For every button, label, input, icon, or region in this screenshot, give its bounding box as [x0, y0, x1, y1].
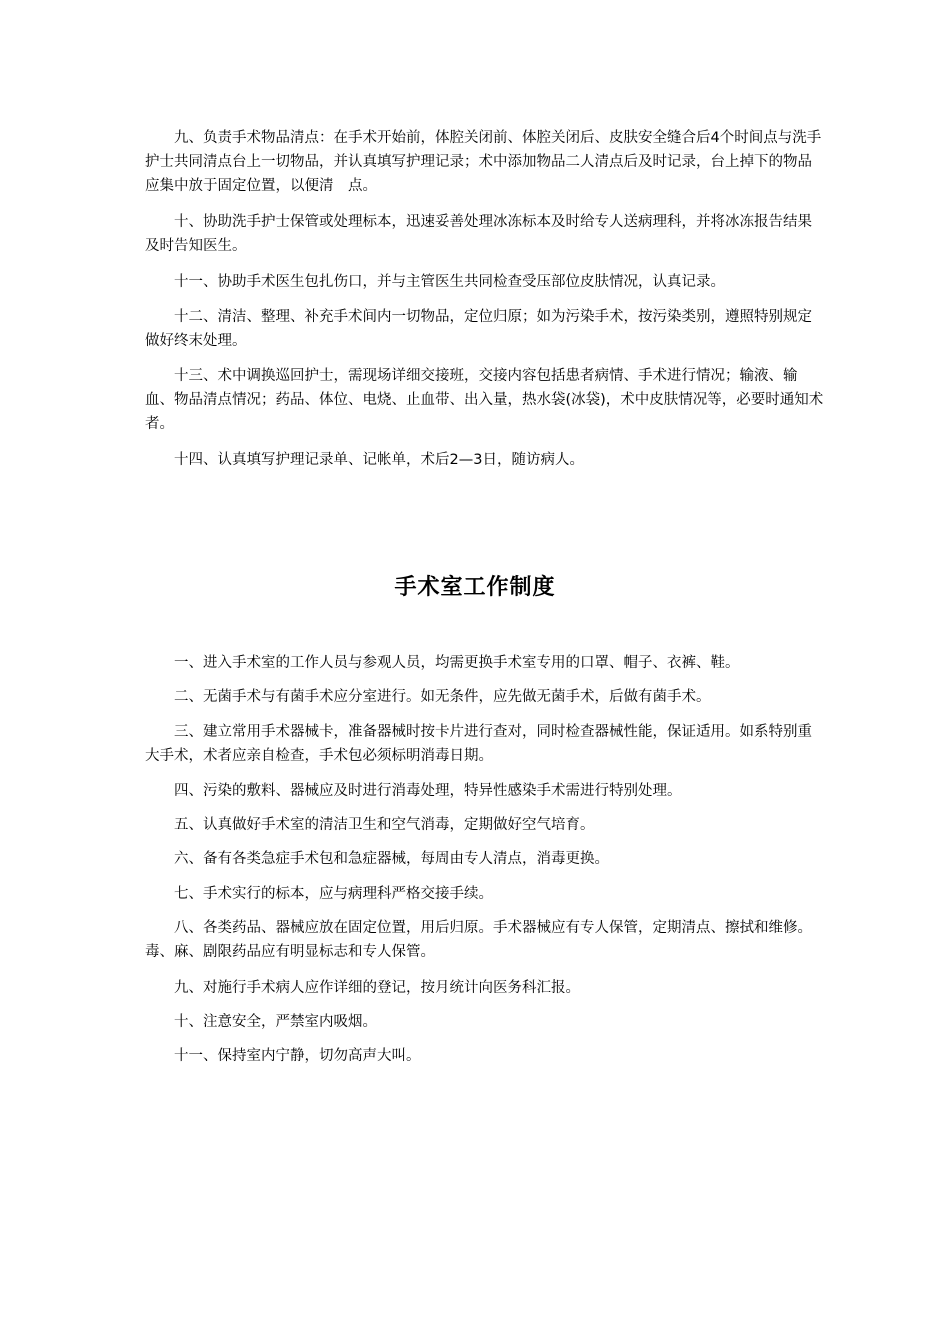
rule-item-11: 十一、保持室内宁静，切勿高声大叫。: [174, 1048, 421, 1064]
rule-item-2: 二、无菌手术与有菌手术应分室进行。如无条件，应先做无菌手术，后做有菌手术。: [174, 689, 711, 705]
rule-item-5: 五、认真做好手术室的清洁卫生和空气消毒，定期做好空气培育。: [174, 817, 595, 833]
rule-item-9: 九、对施行手术病人应作详细的登记，按月统计向医务科汇报。: [174, 980, 580, 996]
paragraph-item-13: 十三、术中调换巡回护士，需现场详细交接班，交接内容包括患者病情、手术进行情况；输液、输血、物品清点情况；药品、体位、电烧、止血带、出入量，热水袋(冰袋)，术中皮肤情况等，必要时通知术者。: [145, 368, 824, 432]
rule-item-10: 十、注意安全，严禁室内吸烟。: [174, 1014, 377, 1030]
rule-item-4: 四、污染的敷料、器械应及时进行消毒处理，特异性感染手术需进行特别处理。: [174, 783, 682, 799]
rule-item-3: 三、建立常用手术器械卡，准备器械时按卡片进行查对，同时检查器械性能，保证适用。如系特别重大手术，术者应亲自检查，手术包必须标明消毒日期。: [145, 724, 812, 764]
paragraph-item-14: 十四、认真填写护理记录单、记帐单，术后2—3日，随访病人。: [174, 452, 584, 468]
paragraph-item-10: 十、协助洗手护士保管或处理标本，迅速妥善处理冰冻标本及时给专人送病理科，并将冰冻报告结果及时告知医生。: [145, 214, 812, 254]
rule-item-1: 一、进入手术室的工作人员与参观人员，均需更换手术室专用的口罩、帽子、衣裤、鞋。: [174, 655, 740, 671]
rule-item-6: 六、备有各类急症手术包和急症器械，每周由专人清点，消毒更换。: [174, 851, 609, 867]
paragraph-item-11: 十一、协助手术医生包扎伤口，并与主管医生共同检查受压部位皮肤情况，认真记录。: [174, 274, 725, 290]
section-title: 手术室工作制度: [394, 575, 556, 600]
paragraph-item-12: 十二、清洁、整理、补充手术间内一切物品，定位归原；如为污染手术，按污染类别，遵照特别规定做好终末处理。: [145, 309, 812, 349]
paragraph-item-9: 九、负责手术物品清点：在手术开始前，体腔关闭前、体腔关闭后、皮肤安全缝合后4个时间点与洗手护士共同清点台上一切物品，并认真填写护理记录；术中添加物品二人清点后及时记录，台上掉下的物品应集中放于固定位置，以便清 点。: [145, 130, 822, 194]
rule-item-7: 七、手术实行的标本，应与病理科严格交接手续。: [174, 886, 493, 902]
rule-item-8: 八、各类药品、器械应放在固定位置，用后归原。手术器械应有专人保管，定期清点、擦拭和维修。毒、麻、剧限药品应有明显标志和专人保管。: [145, 920, 812, 960]
